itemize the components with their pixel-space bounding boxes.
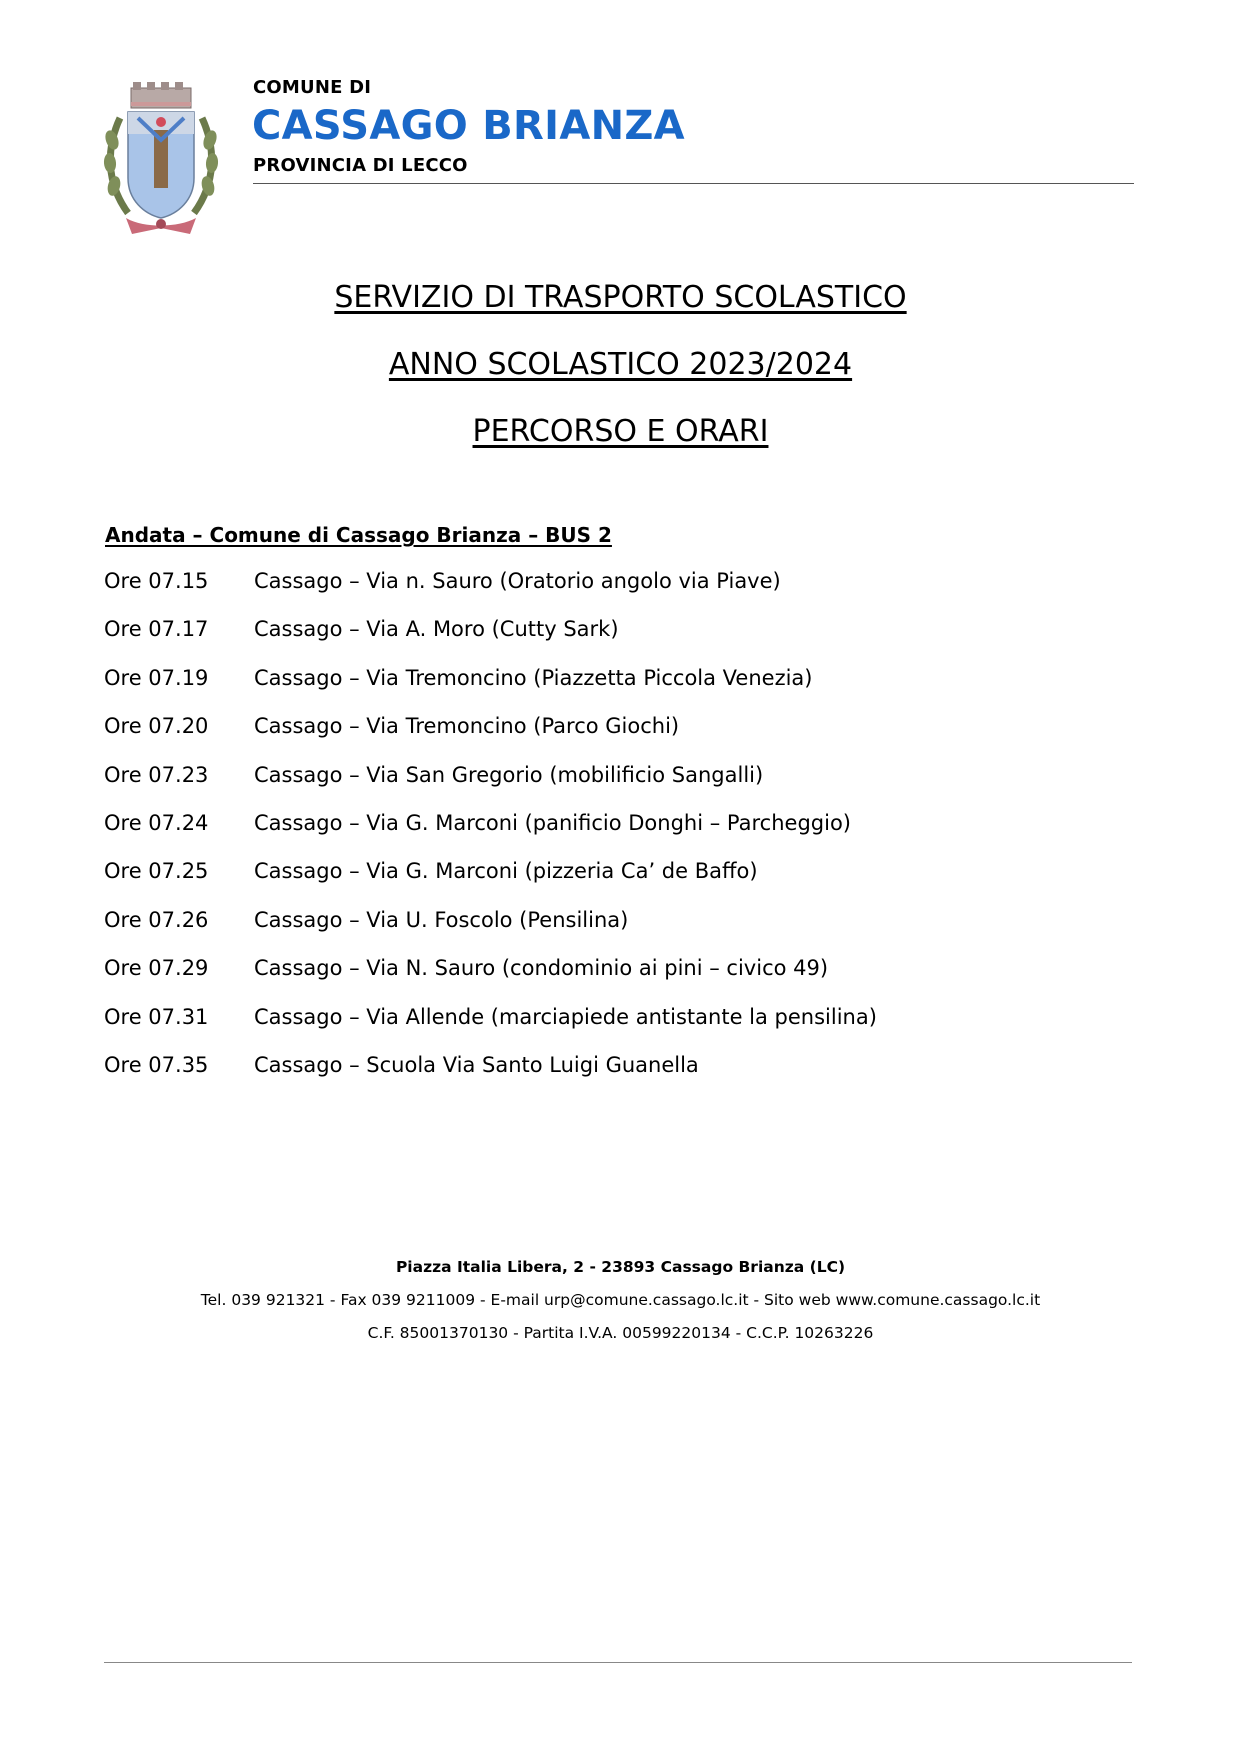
stop-time: Ore 07.26 bbox=[104, 907, 209, 932]
stop-place: Cassago – Via G. Marconi (pizzeria Ca’ de Baffo) bbox=[254, 859, 758, 884]
stop-place: Cassago – Via G. Marconi (panificio Donghi – Parcheggio) bbox=[254, 810, 851, 835]
list-item bbox=[104, 569, 877, 617]
municipality-name: CASSAGO BRIANZA bbox=[252, 103, 685, 149]
list-item bbox=[104, 908, 877, 956]
stop-place: Cassago – Via Tremoncino (Piazzetta Piccola Venezia) bbox=[254, 665, 813, 690]
stop-time: Ore 07.15 bbox=[104, 569, 209, 593]
stop-time: Ore 07.24 bbox=[104, 810, 209, 835]
stop-time: Ore 07.23 bbox=[104, 762, 209, 787]
section-heading: Andata – Comune di Cassago Brianza – BUS 2 bbox=[105, 523, 612, 547]
list-item bbox=[104, 617, 877, 665]
list-item bbox=[104, 1053, 877, 1101]
stop-place: Cassago – Via San Gregorio (mobilificio Sangalli) bbox=[254, 762, 764, 787]
stop-place: Cassago – Scuola Via Santo Luigi Guanella bbox=[254, 1052, 699, 1077]
stop-time: Ore 07.35 bbox=[104, 1052, 209, 1077]
stop-time: Ore 07.20 bbox=[104, 714, 209, 739]
stop-place: Cassago – Via Allende (marciapiede antistante la pensilina) bbox=[254, 1004, 877, 1029]
list-item bbox=[104, 1005, 877, 1053]
stop-time: Ore 07.31 bbox=[104, 1004, 209, 1029]
list-item bbox=[104, 859, 877, 907]
stop-place: Cassago – Via N. Sauro (condominio ai pini – civico 49) bbox=[254, 956, 829, 981]
page-bottom-divider bbox=[104, 1662, 1132, 1663]
list-item bbox=[104, 666, 877, 714]
stop-time: Ore 07.17 bbox=[104, 617, 209, 642]
list-item bbox=[104, 763, 877, 811]
footer-fiscal-info: C.F. 85001370130 - Partita I.V.A. 00599220134 - C.C.P. 10263226 bbox=[367, 1324, 874, 1342]
document-title: SERVIZIO DI TRASPORTO SCOLASTICO bbox=[334, 280, 907, 315]
municipal-coat-of-arms-icon bbox=[98, 78, 224, 238]
footer-address: Piazza Italia Libera, 2 - 23893 Cassago Brianza (LC) bbox=[395, 1258, 846, 1276]
header-comune-label: COMUNE DI bbox=[253, 77, 372, 98]
header-divider bbox=[253, 183, 1134, 184]
stop-place: Cassago – Via Tremoncino (Parco Giochi) bbox=[254, 714, 680, 739]
header-provincia-label: PROVINCIA DI LECCO bbox=[253, 155, 468, 176]
stop-place: Cassago – Via n. Sauro (Oratorio angolo via Piave) bbox=[254, 569, 781, 593]
list-item bbox=[104, 714, 877, 762]
stop-time: Ore 07.29 bbox=[104, 956, 209, 981]
school-year-title: ANNO SCOLASTICO 2023/2024 bbox=[388, 347, 853, 382]
route-and-times-title: PERCORSO E ORARI bbox=[472, 414, 769, 449]
stop-place: Cassago – Via U. Foscolo (Pensilina) bbox=[254, 907, 629, 932]
stops-list bbox=[104, 569, 877, 1101]
stop-place: Cassago – Via A. Moro (Cutty Sark) bbox=[254, 617, 619, 642]
list-item bbox=[104, 811, 877, 859]
footer-contacts: Tel. 039 921321 - Fax 039 9211009 - E-mail urp@comune.cassago.lc.it - Sito web www.comune.cassago.lc.it bbox=[200, 1291, 1041, 1309]
list-item bbox=[104, 956, 877, 1004]
stop-time: Ore 07.19 bbox=[104, 665, 209, 690]
stop-time: Ore 07.25 bbox=[104, 859, 209, 884]
